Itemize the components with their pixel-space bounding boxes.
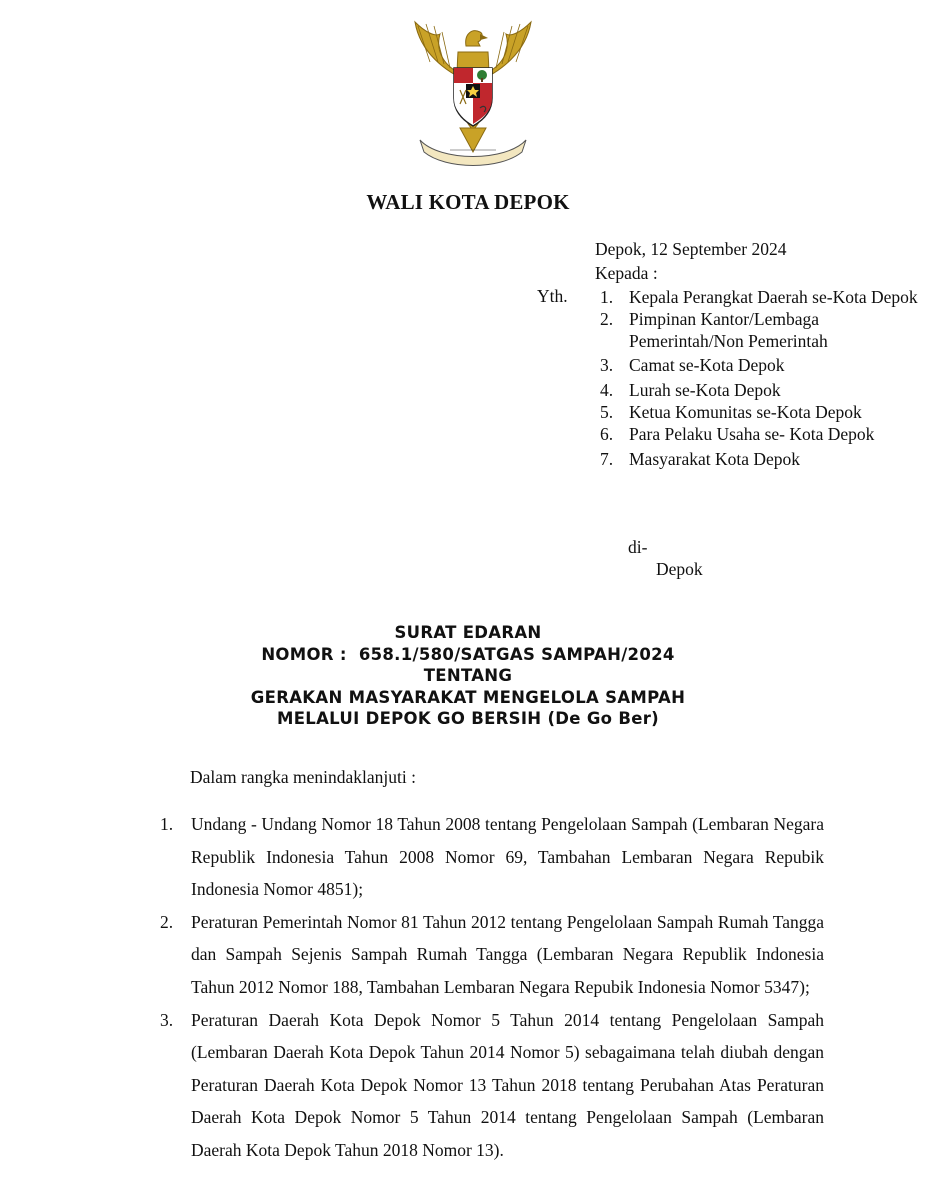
doc-number: NOMOR : 658.1/580/SATGAS SAMPAH/2024	[261, 644, 675, 664]
recipient-number: 7.	[600, 449, 614, 469]
doc-about: TENTANG	[423, 666, 513, 685]
recipient-text: Kepala Perangkat Daerah se-Kota Depok	[629, 287, 918, 307]
reference-text: Undang - Undang Nomor 18 Tahun 2008 tentang Pengelolaan Sampah (Lembaran Negara Republik Indonesia Tahun 2008 Nomor 69, Tambahan Lembaran Negara Repubik Indonesia Nomor 4851);	[191, 814, 824, 900]
recipient-number: 3.	[600, 355, 614, 375]
garuda-pancasila-emblem-icon	[400, 12, 546, 172]
recipient-item	[600, 379, 930, 401]
reference-item	[160, 1004, 824, 1167]
recipient-item	[600, 423, 930, 445]
doc-type: SURAT EDARAN	[394, 623, 542, 642]
recipient-item	[600, 401, 930, 423]
reference-text: Peraturan Daerah Kota Depok Nomor 5 Tahun 2014 tentang Pengelolaan Sampah (Lembaran Daerah Kota Depok Tahun 2014 Nomor 5) sebagaimana telah diubah dengan Peraturan Daerah Kota Depok Nomor 13 Tahun 2018 tentang Perubahan Atas Peraturan Daerah Kota Depok Nomor 5 Tahun 2014 tentang Pengelolaan Sampah (Lembaran Daerah Kota Depok Tahun 2018 Nomor 13).	[191, 1009, 824, 1160]
recipient-item	[600, 286, 930, 308]
intro-text: Dalam rangka menindaklanjuti :	[190, 767, 416, 787]
place-date: Depok, 12 September 2024	[595, 239, 787, 259]
recipient-text: Lurah se-Kota Depok	[629, 380, 781, 400]
doc-subject-line-1: GERAKAN MASYARAKAT MENGELOLA SAMPAH	[250, 687, 686, 707]
recipient-text: Para Pelaku Usaha se- Kota Depok	[629, 424, 875, 444]
document-heading	[0, 622, 936, 730]
recipient-number: 6.	[600, 424, 614, 444]
recipient-text: Ketua Komunitas se-Kota Depok	[629, 402, 862, 422]
recipient-number: 5.	[600, 402, 614, 422]
recipient-number: 4.	[600, 380, 614, 400]
recipient-number: 1.	[600, 287, 614, 307]
reference-number: 2.	[160, 911, 174, 932]
issuer-title: WALI KOTA DEPOK	[366, 190, 570, 214]
reference-list	[160, 808, 824, 1167]
recipient-item	[600, 354, 930, 376]
recipient-item	[600, 308, 930, 352]
to-label: Kepada :	[595, 263, 658, 283]
destination-place: Depok	[656, 559, 703, 579]
recipient-item	[600, 448, 930, 470]
di-label: di-	[628, 537, 648, 557]
doc-subject-line-2: MELALUI DEPOK GO BERSIH (De Go Ber)	[277, 709, 659, 728]
reference-item	[160, 906, 824, 1004]
recipient-text: Camat se-Kota Depok	[629, 355, 785, 375]
salutation: Yth.	[537, 286, 568, 306]
reference-text: Peraturan Pemerintah Nomor 81 Tahun 2012 tentang Pengelolaan Sampah Rumah Tangga dan Sampah Sejenis Sampah Rumah Tangga (Lembaran Negara Republik Indonesia Tahun 2012 Nomor 188, Tambahan Lembaran Negara Repubik Indonesia Nomor 5347);	[191, 911, 824, 997]
recipient-number: 2.	[600, 309, 614, 329]
recipient-list	[600, 286, 930, 470]
recipient-text: Masyarakat Kota Depok	[629, 449, 801, 469]
reference-number: 3.	[160, 1009, 174, 1030]
recipient-text: Pimpinan Kantor/Lembaga Pemerintah/Non Pemerintah	[629, 309, 828, 351]
reference-item	[160, 808, 824, 906]
reference-number: 1.	[160, 814, 174, 834]
